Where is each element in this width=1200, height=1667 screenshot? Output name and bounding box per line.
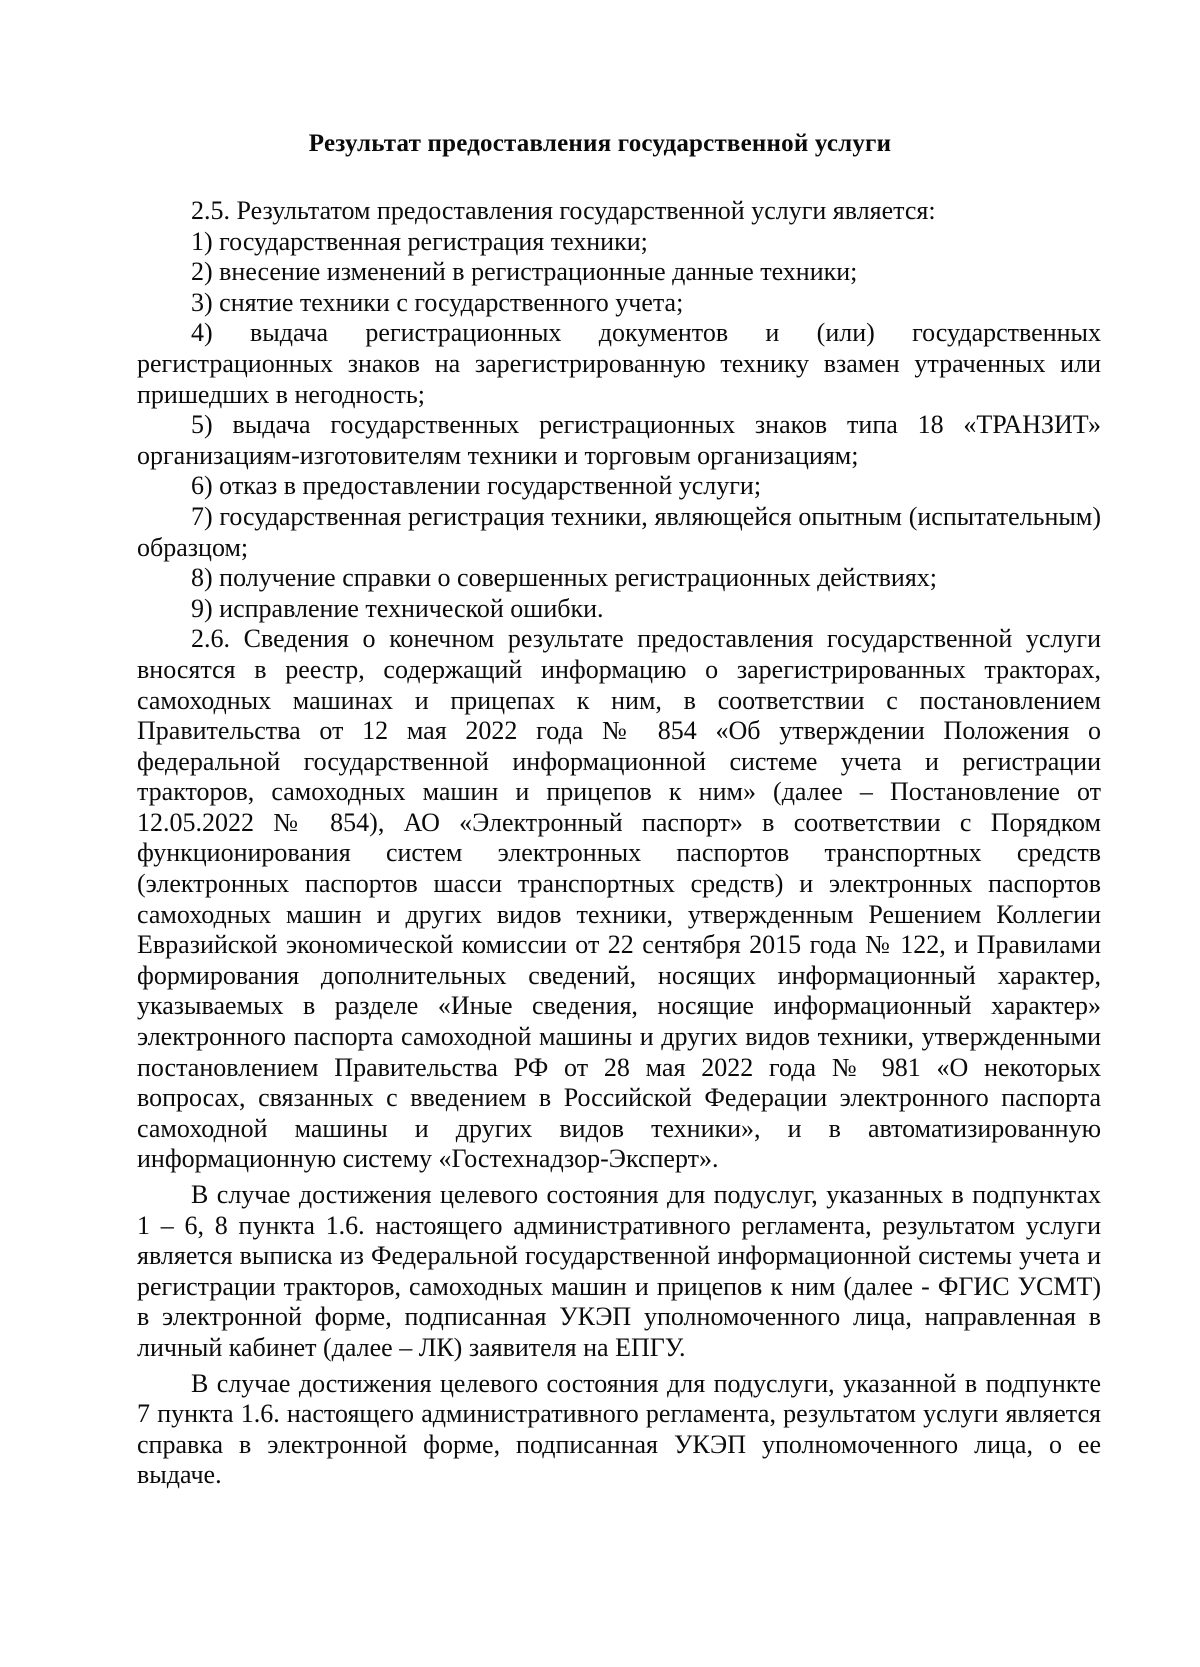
list-item-6: 6) отказ в предоставлении государственной услуги;: [191, 471, 762, 501]
list-item-3: 3) снятие техники с государственного учета;: [191, 287, 684, 317]
list-item-9: 9) исправление технической ошибки.: [191, 593, 604, 623]
list-item-8: 8) получение справки о совершенных регистрационных действиях;: [191, 563, 938, 593]
list-item-7: 7) государственная регистрация техники, являющейся опытным (испытательным) образцом;: [137, 501, 1101, 562]
list-item-1: 1) государственная регистрация техники;: [191, 226, 648, 256]
paragraph-2-5: 2.5. Результатом предоставления государственной услуги является:: [191, 196, 936, 225]
paragraph-subservice-7: В случае достижения целевого состояния для подуслуги, указанной в подпункте 7 пункта 1.6. настоящего административного регламента, результатом услуги является справка в электронной форме, подписанная УКЭП уполномоченного лица, о ее выдаче.: [137, 1368, 1101, 1490]
list-item-4: 4) выдача регистрационных документов и (или) государственных регистрационных знаков на зарегистрированную технику взамен утраченных или пришедших в негодность;: [137, 318, 1101, 409]
list-item-2: 2) внесение изменений в регистрационные данные техники;: [191, 257, 858, 287]
paragraph-subservices-1-6-8: В случае достижения целевого состояния для подуслуг, указанных в подпунктах 1 – 6, 8 пункта 1.6. настоящего административного регламента, результатом услуги является выписка из Федеральной государственной информационной системы учета и регистрации тракторов, самоходных машин и прицепов к ним (далее - ФГИС УСМТ) в электронной форме, подписанная УКЭП уполномоченного лица, направленная в личный кабинет (далее – ЛК) заявителя на ЕПГУ.: [137, 1180, 1101, 1362]
list-item-5: 5) выдача государственных регистрационных знаков типа 18 «ТРАНЗИТ» организациям-изготовителям техники и торговым организациям;: [137, 410, 1101, 470]
document-title: Результат предоставления государственной услуги: [308, 130, 892, 157]
document-body: [137, 196, 1101, 1491]
paragraph-2-6: 2.6. Сведения о конечном результате предоставления государственной услуги вносятся в реестр, содержащий информацию о зарегистрированных тракторах, самоходных машинах и прицепах к ним, в соответствии с постановлением Правительства от 12 мая 2022 года № 854 «Об утверждении Положения о федеральной государственной информационной системе учета и регистрации тракторов, самоходных машин и прицепов к ним» (далее – Постановление от 12.05.2022 № 854), АО «Электронный паспорт» в соответствии с Порядком функционирования систем электронных паспортов транспортных средств (электронных паспортов шасси транспортных средств) и электронных паспортов самоходных машин и других видов техники, утвержденным Решением Коллегии Евразийской экономической комиссии от 22 сентября 2015 года № 122, и Правилами формирования дополнительных сведений, носящих информационный характер, указываемых в разделе «Иные сведения, носящие информационный характер» электронного паспорта самоходной машины и других видов техники, утвержденными постановлением Правительства РФ от 28 мая 2022 года № 981 «О некоторых вопросах, связанных с введением в Российской Федерации электронного паспорта самоходной машины и других видов техники», и в автоматизированную информационную систему «Гостехнадзор-Эксперт».: [137, 624, 1101, 1174]
